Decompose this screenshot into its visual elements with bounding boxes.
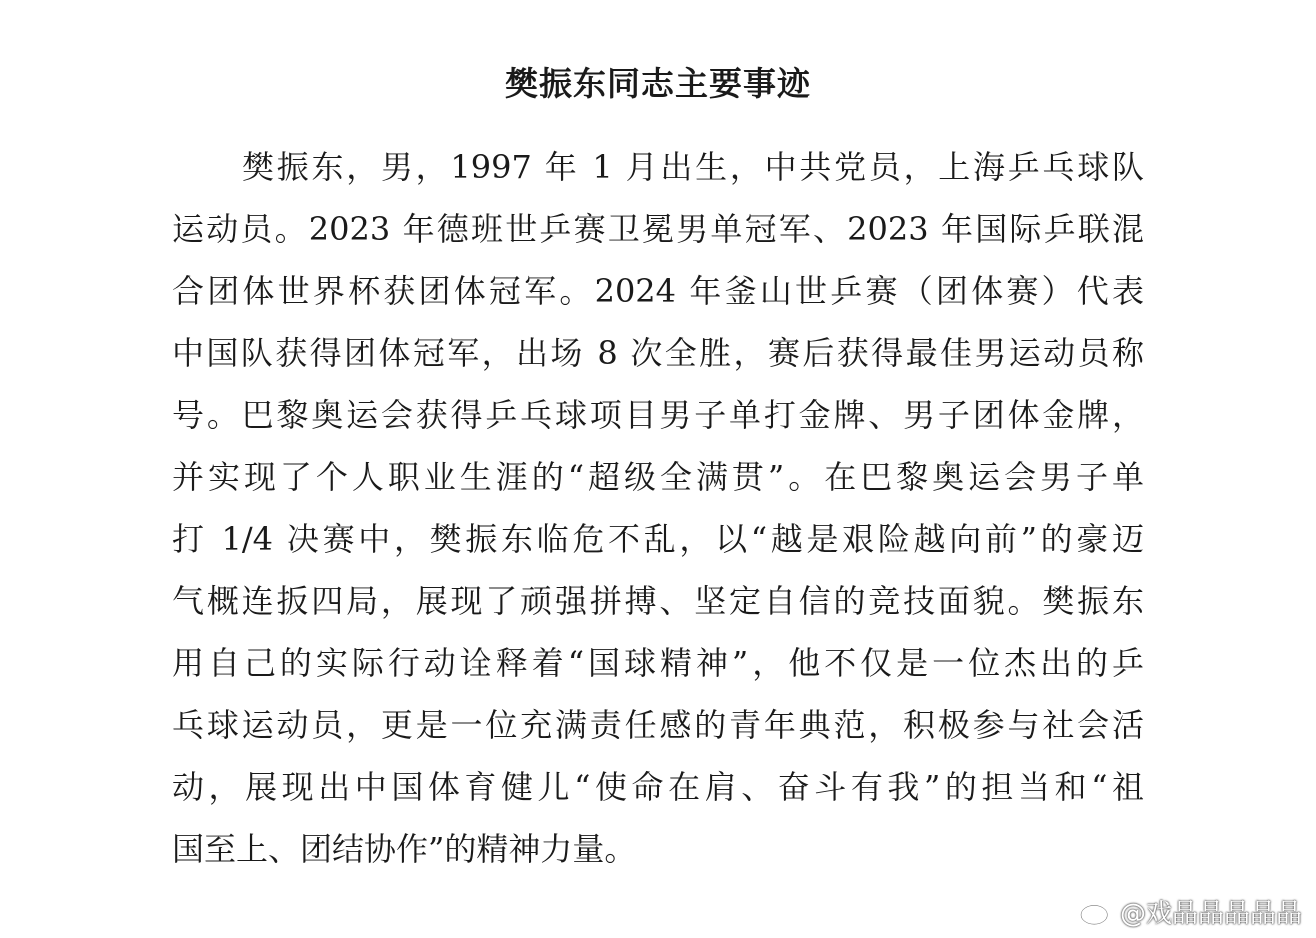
body-line: 号。巴黎奥运会获得乒乓球项目男子单打金牌、男子团体金牌， <box>172 396 1144 434</box>
body-line: 国至上、团结协作”的精神力量。 <box>172 830 637 868</box>
body-line: 中国队获得团体冠军，出场 8 次全胜，赛后获得最佳男运动员称 <box>172 334 1144 372</box>
body-line: 樊振东，男，1997 年 1 月出生，中共党员，上海乒乓球队 <box>242 148 1144 186</box>
body-line: 用自己的实际行动诠释着“国球精神”，他不仅是一位杰出的乒 <box>172 644 1144 682</box>
body-line: 并实现了个人职业生涯的“超级全满贯”。在巴黎奥运会男子单 <box>172 458 1144 496</box>
watermark <box>1078 893 1302 930</box>
body-line: 合团体世界杯获团体冠军。2024 年釜山世乒赛（团体赛）代表 <box>172 272 1144 310</box>
watermark-text: @戏晶晶晶晶晶 <box>1119 899 1302 929</box>
document-body <box>172 142 1144 886</box>
body-line: 打 1/4 决赛中，樊振东临危不乱，以“越是艰险越向前”的豪迈 <box>172 520 1144 558</box>
document-title: 樊振东同志主要事迹 <box>505 64 811 103</box>
weibo-logo-icon <box>1078 897 1116 927</box>
body-line: 乓球运动员，更是一位充满责任感的青年典范，积极参与社会活 <box>172 706 1144 744</box>
body-line: 气概连扳四局，展现了顽强拼搏、坚定自信的竞技面貌。樊振东 <box>172 582 1144 620</box>
body-line: 动，展现出中国体育健儿“使命在肩、奋斗有我”的担当和“祖 <box>172 768 1144 806</box>
body-line: 运动员。2023 年德班世乒赛卫冕男单冠军、2023 年国际乒联混 <box>172 210 1144 248</box>
